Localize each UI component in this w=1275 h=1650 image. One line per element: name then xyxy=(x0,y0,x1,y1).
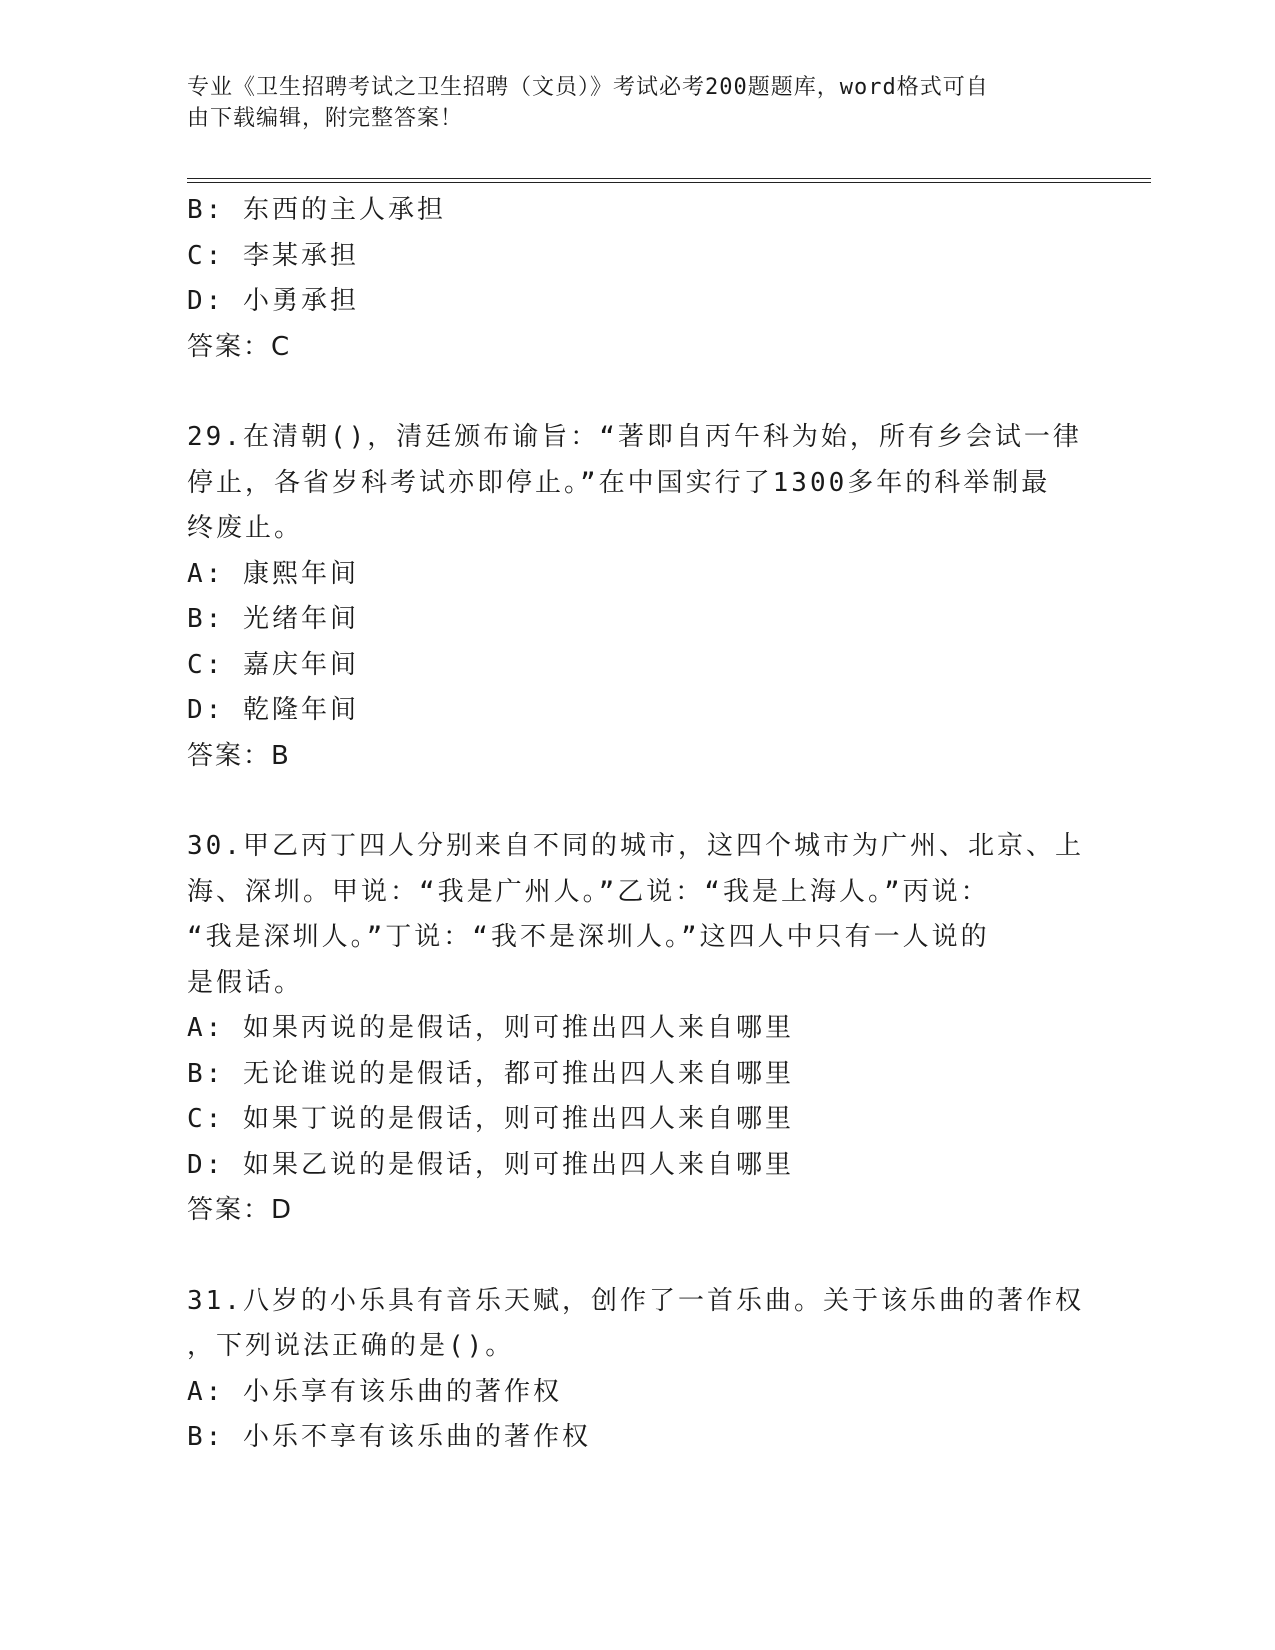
question-list xyxy=(187,188,1084,1461)
question-30 xyxy=(187,824,1084,1234)
answer: 答案：D xyxy=(187,1195,294,1225)
answer: 答案：B xyxy=(187,740,291,771)
spacer xyxy=(187,1234,1077,1279)
question-text-line: 是假话。 xyxy=(187,967,304,998)
option-b: B: 光绪年间 xyxy=(187,604,359,634)
option-a: A: 小乐享有该乐曲的著作权 xyxy=(187,1376,562,1407)
option-b: B: 东西的主人承担 xyxy=(187,195,446,225)
option-c: C: 李某承担 xyxy=(187,240,359,271)
spacer xyxy=(187,779,1077,824)
header-line-1: 专业《卫生招聘考试之卫生招聘（文员）》考试必考200题题库，word格式可自 xyxy=(187,75,989,100)
spacer xyxy=(187,370,1077,415)
option-b: B: 无论谁说的是假话，都可推出四人来自哪里 xyxy=(187,1058,794,1089)
question-text-line: 31.八岁的小乐具有音乐天赋，创作了一首乐曲。关于该乐曲的著作权 xyxy=(187,1285,1084,1316)
option-a: A: 康熙年间 xyxy=(187,558,359,589)
question-28-tail xyxy=(187,188,1077,370)
question-text-line: ，下列说法正确的是()。 xyxy=(187,1331,515,1361)
question-31 xyxy=(187,1279,1084,1461)
question-text-line: 海、深圳。甲说：“我是广州人。”乙说：“我是上海人。”丙说： xyxy=(187,876,990,907)
option-c: C: 嘉庆年间 xyxy=(187,649,359,680)
question-text-line: 29.在清朝()，清廷颁布谕旨：“著即自丙午科为始，所有乡会试一律 xyxy=(187,422,1082,452)
option-c: C: 如果丁说的是假话，则可推出四人来自哪里 xyxy=(187,1104,794,1134)
question-29 xyxy=(187,415,1082,779)
header-line-2: 由下载编辑，附完整答案！ xyxy=(187,106,464,131)
question-text-line: 30.甲乙丙丁四人分别来自不同的城市，这四个城市为广州、北京、上 xyxy=(187,831,1084,861)
question-text-line: 终废止。 xyxy=(187,513,304,543)
option-d: D: 乾隆年间 xyxy=(187,695,359,725)
header-rule-top xyxy=(187,178,1151,179)
header-rule-bottom xyxy=(187,182,1151,183)
document-header xyxy=(187,72,1087,134)
answer: 答案：C xyxy=(187,331,292,362)
option-b: B: 小乐不享有该乐曲的著作权 xyxy=(187,1422,591,1452)
question-text-line: 停止，各省岁科考试亦即停止。”在中国实行了1300多年的科举制最 xyxy=(187,467,1051,498)
option-d: D: 小勇承担 xyxy=(187,286,359,316)
question-text-line: “我是深圳人。”丁说：“我不是深圳人。”这四人中只有一人说的 xyxy=(187,922,990,952)
option-d: D: 如果乙说的是假话，则可推出四人来自哪里 xyxy=(187,1149,794,1180)
option-a: A: 如果丙说的是假话，则可推出四人来自哪里 xyxy=(187,1013,794,1043)
